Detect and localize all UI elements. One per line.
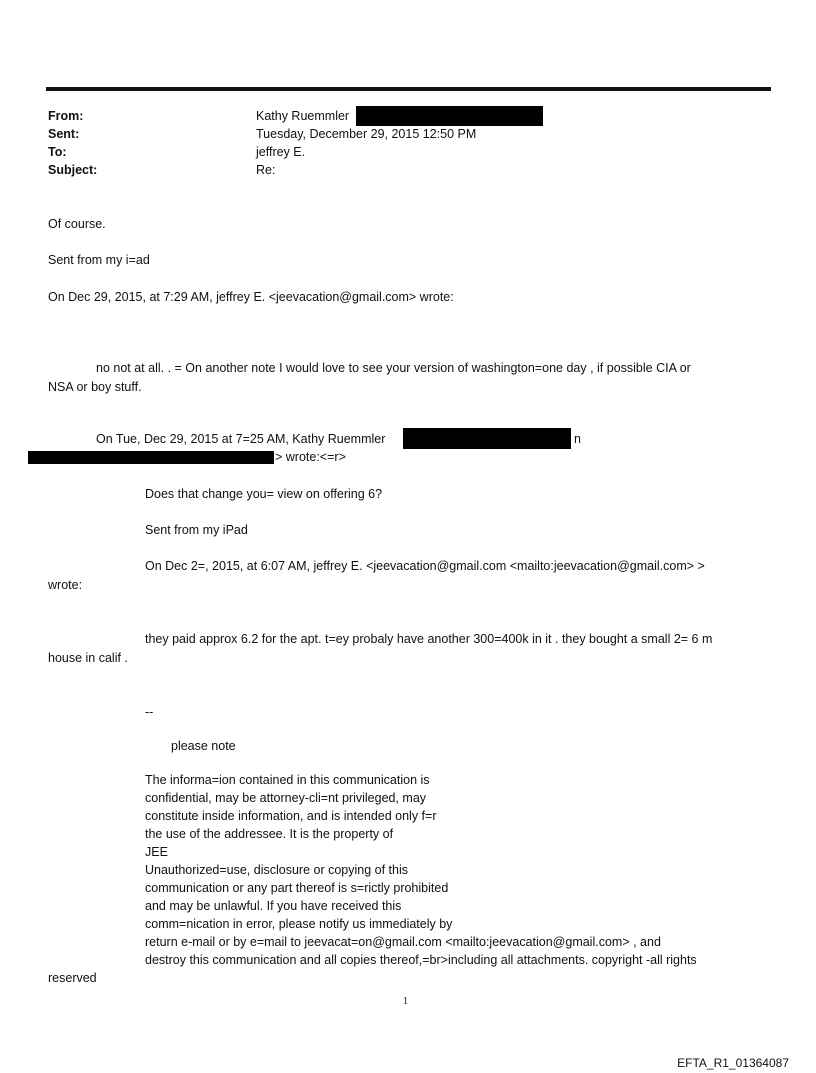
sent-value: Tuesday, December 29, 2015 12:50 PM: [256, 127, 477, 141]
disclaimer-line: confidential, may be attorney-cli=nt privileged, may: [145, 791, 427, 805]
redaction-block: [28, 451, 274, 464]
quote-header: On Dec 29, 2015, at 7:29 AM, jeffrey E. <jeevacation@gmail.com> wrote:: [48, 290, 454, 304]
signature-note: please note: [171, 739, 236, 753]
disclaimer-line: reserved: [48, 971, 97, 985]
redaction-block: [356, 106, 543, 126]
to-value: jeffrey E.: [256, 145, 306, 159]
signature-separator: --: [145, 705, 154, 719]
quoted-text: Does that change you= view on offering 6?: [145, 487, 383, 501]
quoted-text: house in calif .: [48, 651, 128, 665]
quote-header: On Dec 2=, 2015, at 6:07 AM, jeffrey E. <jeevacation@gmail.com <mailto:jeevacation@gmail.com> >: [145, 559, 705, 573]
disclaimer-line: Unauthorized=use, disclosure or copying of this: [145, 863, 408, 877]
quoted-text: no not at all. . = On another note I would love to see your version of washington=one day , if possible CIA or: [96, 361, 691, 375]
body-line: Of course.: [48, 217, 106, 231]
quote-header-fragment: n: [574, 432, 581, 446]
disclaimer-line: comm=nication in error, please notify us immediately by: [145, 917, 453, 931]
subject-label: Subject:: [48, 163, 98, 177]
subject-value: Re:: [256, 163, 276, 177]
from-label: From:: [48, 109, 84, 123]
from-value: Kathy Ruemmler: [256, 109, 350, 123]
sent-label: Sent:: [48, 127, 80, 141]
disclaimer-line: The informa=ion contained in this communication is: [145, 773, 430, 787]
to-label: To:: [48, 145, 67, 159]
document-id: EFTA_R1_01364087: [677, 1056, 789, 1070]
disclaimer-line: constitute inside information, and is intended only f=r: [145, 809, 437, 823]
page-number: 1: [403, 996, 408, 1007]
header-rule: [46, 87, 771, 91]
disclaimer-line: the use of the addressee. It is the property of: [145, 827, 394, 841]
redaction-block: [403, 428, 571, 449]
quote-header: wrote:: [48, 578, 83, 592]
disclaimer-line: JEE: [145, 845, 168, 859]
disclaimer-line: destroy this communication and all copies thereof,=br>including all attachments. copyright -all rights: [145, 953, 697, 967]
disclaimer-line: and may be unlawful. If you have received this: [145, 899, 402, 913]
quoted-text: they paid approx 6.2 for the apt. t=ey probaly have another 300=400k in it . they bought a small 2= 6 m: [145, 632, 713, 646]
disclaimer-line: return e-mail or by e=mail to jeevacat=on@gmail.com <mailto:jeevacation@gmail.com> , and: [145, 935, 661, 949]
quoted-text: NSA or boy stuff.: [48, 380, 142, 394]
disclaimer-line: communication or any part thereof is s=rictly prohibited: [145, 881, 449, 895]
body-line: Sent from my i=ad: [48, 253, 150, 267]
quote-header: On Tue, Dec 29, 2015 at 7=25 AM, Kathy Ruemmler: [96, 432, 386, 446]
quoted-text: Sent from my iPad: [145, 523, 248, 537]
quote-header-fragment: > wrote:<=r>: [275, 450, 346, 464]
